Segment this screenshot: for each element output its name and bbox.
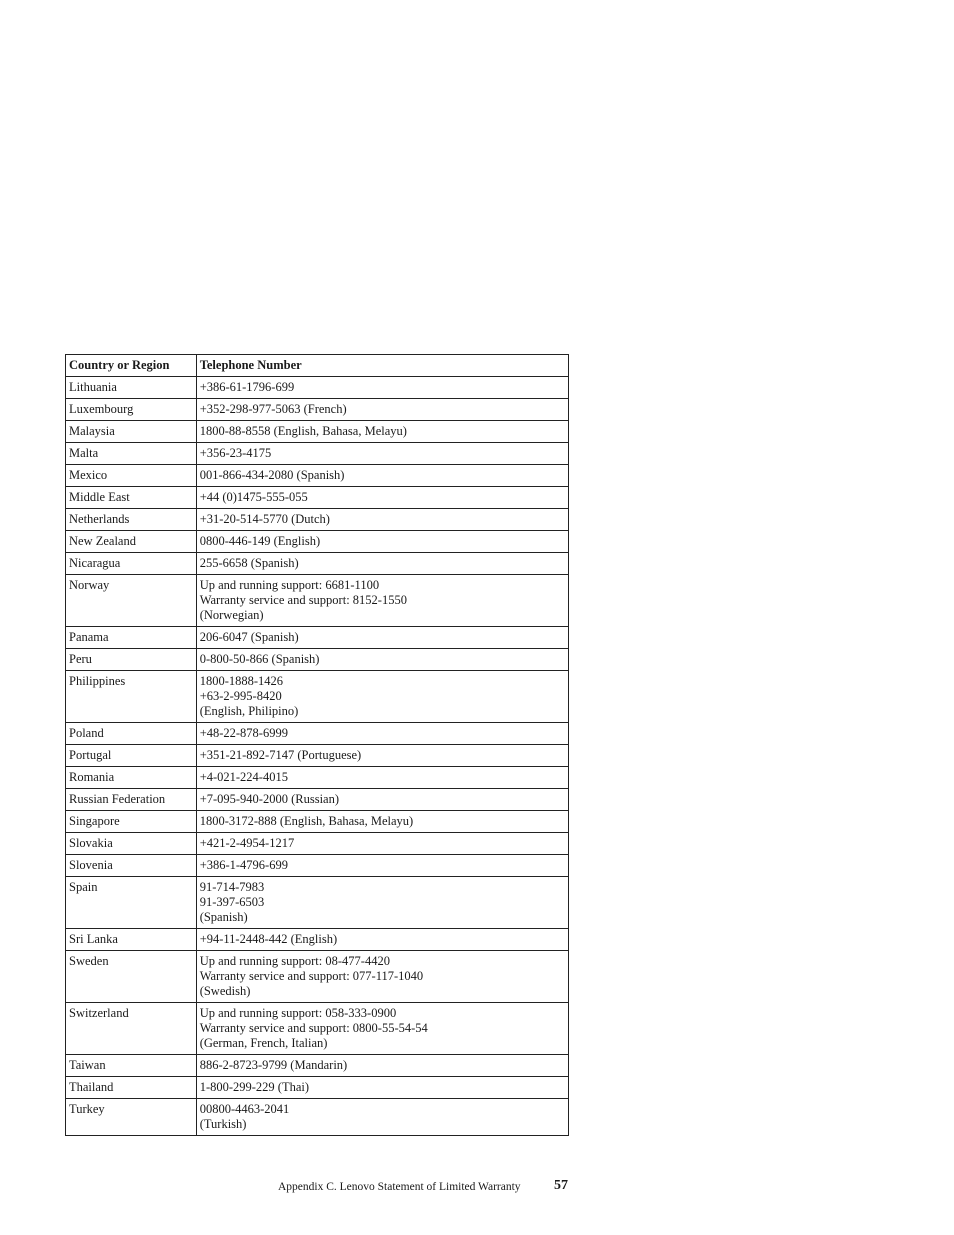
phone-line: 1-800-299-229 (Thai): [199, 1080, 310, 1094]
phone-cell: [196, 399, 568, 421]
phone-line: 255-6658 (Spanish): [199, 556, 299, 570]
phone-cell: [196, 443, 568, 465]
table-row: [66, 723, 569, 745]
table-row: [66, 855, 569, 877]
phone-line: (German, French, Italian): [199, 1036, 328, 1050]
phone-line: +351-21-892-7147 (Portuguese): [199, 748, 362, 762]
country-cell: Slovakia: [66, 833, 197, 855]
table-row: [66, 767, 569, 789]
country-cell: Lithuania: [66, 377, 197, 399]
phone-line: (Swedish): [199, 984, 251, 998]
table-row: [66, 399, 569, 421]
country-cell: Singapore: [66, 811, 197, 833]
country-cell: Peru: [66, 649, 197, 671]
table-row: [66, 649, 569, 671]
country-cell: Turkey: [66, 1099, 197, 1136]
country-cell: Slovenia: [66, 855, 197, 877]
table-row: [66, 877, 569, 929]
phone-cell: [196, 855, 568, 877]
table-row: [66, 951, 569, 1003]
phone-line: +356-23-4175: [199, 446, 272, 460]
phone-cell: [196, 789, 568, 811]
phone-line: 1800-1888-1426: [199, 674, 284, 688]
phone-cell: [196, 1099, 568, 1136]
table-row: [66, 1003, 569, 1055]
table-row: [66, 443, 569, 465]
phone-cell: [196, 1055, 568, 1077]
phone-line: Warranty service and support: 077-117-1040: [199, 969, 424, 983]
phone-line: (Spanish): [199, 910, 248, 924]
phone-cell: [196, 377, 568, 399]
country-cell: Russian Federation: [66, 789, 197, 811]
country-cell: Romania: [66, 767, 197, 789]
table-body: [66, 377, 569, 1136]
table-row: [66, 671, 569, 723]
country-cell: Taiwan: [66, 1055, 197, 1077]
phone-line: 91-714-7983: [199, 880, 265, 894]
phone-line: (English, Philipino): [199, 704, 299, 718]
table-row: [66, 553, 569, 575]
country-cell: Luxembourg: [66, 399, 197, 421]
phone-line: +7-095-940-2000 (Russian): [199, 792, 340, 806]
phone-line: +386-1-4796-699: [199, 858, 288, 872]
phone-line: Warranty service and support: 8152-1550: [199, 593, 407, 607]
table-row: [66, 421, 569, 443]
footer-title: Appendix C. Lenovo Statement of Limited Warranty: [278, 1181, 521, 1193]
phone-line: 206-6047 (Spanish): [199, 630, 299, 644]
phone-line: Up and running support: 6681-1100: [199, 578, 380, 592]
phone-line: 0800-446-149 (English): [199, 534, 321, 548]
phone-line: +352-298-977-5063 (French): [199, 402, 347, 416]
table-row: [66, 487, 569, 509]
phone-line: Warranty service and support: 0800-55-54-54: [199, 1021, 428, 1035]
table-row: [66, 627, 569, 649]
country-cell: Sri Lanka: [66, 929, 197, 951]
phone-cell: [196, 833, 568, 855]
country-cell: Philippines: [66, 671, 197, 723]
phone-line: Up and running support: 08-477-4420: [199, 954, 390, 968]
country-cell: Middle East: [66, 487, 197, 509]
country-cell: Panama: [66, 627, 197, 649]
country-cell: Mexico: [66, 465, 197, 487]
table-row: [66, 1099, 569, 1136]
phone-line: +48-22-878-6999: [199, 726, 288, 740]
header-phone: Telephone Number: [196, 355, 568, 377]
phone-cell: [196, 1003, 568, 1055]
phone-line: 1800-3172-888 (English, Bahasa, Melayu): [199, 814, 414, 828]
telephone-table: [65, 354, 569, 1136]
phone-cell: [196, 745, 568, 767]
phone-cell: [196, 465, 568, 487]
phone-cell: [196, 767, 568, 789]
phone-line: 1800-88-8558 (English, Bahasa, Melayu): [199, 424, 407, 438]
table-row: [66, 745, 569, 767]
table-row: [66, 789, 569, 811]
table-row: [66, 377, 569, 399]
page-number: 57: [554, 1178, 568, 1193]
phone-cell: [196, 723, 568, 745]
phone-line: +386-61-1796-699: [199, 380, 295, 394]
phone-cell: [196, 951, 568, 1003]
phone-cell: [196, 575, 568, 627]
table-row: [66, 929, 569, 951]
table-row: [66, 575, 569, 627]
table-header-row: [66, 355, 569, 377]
country-cell: Nicaragua: [66, 553, 197, 575]
phone-cell: [196, 553, 568, 575]
table-row: [66, 811, 569, 833]
country-cell: Netherlands: [66, 509, 197, 531]
country-cell: Norway: [66, 575, 197, 627]
table-row: [66, 531, 569, 553]
phone-cell: [196, 671, 568, 723]
country-cell: Malaysia: [66, 421, 197, 443]
phone-line: 886-2-8723-9799 (Mandarin): [199, 1058, 348, 1072]
phone-line: (Turkish): [199, 1117, 247, 1131]
country-cell: Malta: [66, 443, 197, 465]
phone-cell: [196, 487, 568, 509]
country-cell: Sweden: [66, 951, 197, 1003]
phone-cell: [196, 929, 568, 951]
phone-line: Up and running support: 058-333-0900: [199, 1006, 397, 1020]
country-cell: Portugal: [66, 745, 197, 767]
phone-cell: [196, 531, 568, 553]
phone-line: 001-866-434-2080 (Spanish): [199, 468, 345, 482]
phone-line: +44 (0)1475-555-055: [199, 490, 308, 504]
phone-line: +63-2-995-8420: [199, 689, 282, 703]
phone-cell: [196, 421, 568, 443]
table-row: [66, 465, 569, 487]
table-row: [66, 1077, 569, 1099]
table-row: [66, 1055, 569, 1077]
phone-line: +31-20-514-5770 (Dutch): [199, 512, 330, 526]
phone-line: +94-11-2448-442 (English): [199, 932, 338, 946]
phone-cell: [196, 509, 568, 531]
page-footer: [278, 1178, 570, 1193]
phone-cell: [196, 649, 568, 671]
country-cell: Switzerland: [66, 1003, 197, 1055]
phone-line: (Norwegian): [199, 608, 264, 622]
phone-line: +421-2-4954-1217: [199, 836, 295, 850]
phone-line: +4-021-224-4015: [199, 770, 288, 784]
table-row: [66, 509, 569, 531]
country-cell: Thailand: [66, 1077, 197, 1099]
phone-cell: [196, 1077, 568, 1099]
phone-line: 0-800-50-866 (Spanish): [199, 652, 320, 666]
phone-cell: [196, 627, 568, 649]
phone-line: 00800-4463-2041: [199, 1102, 290, 1116]
phone-line: 91-397-6503: [199, 895, 265, 909]
table-row: [66, 833, 569, 855]
phone-cell: [196, 877, 568, 929]
country-cell: Poland: [66, 723, 197, 745]
phone-cell: [196, 811, 568, 833]
country-cell: New Zealand: [66, 531, 197, 553]
country-cell: Spain: [66, 877, 197, 929]
header-country: Country or Region: [66, 355, 197, 377]
